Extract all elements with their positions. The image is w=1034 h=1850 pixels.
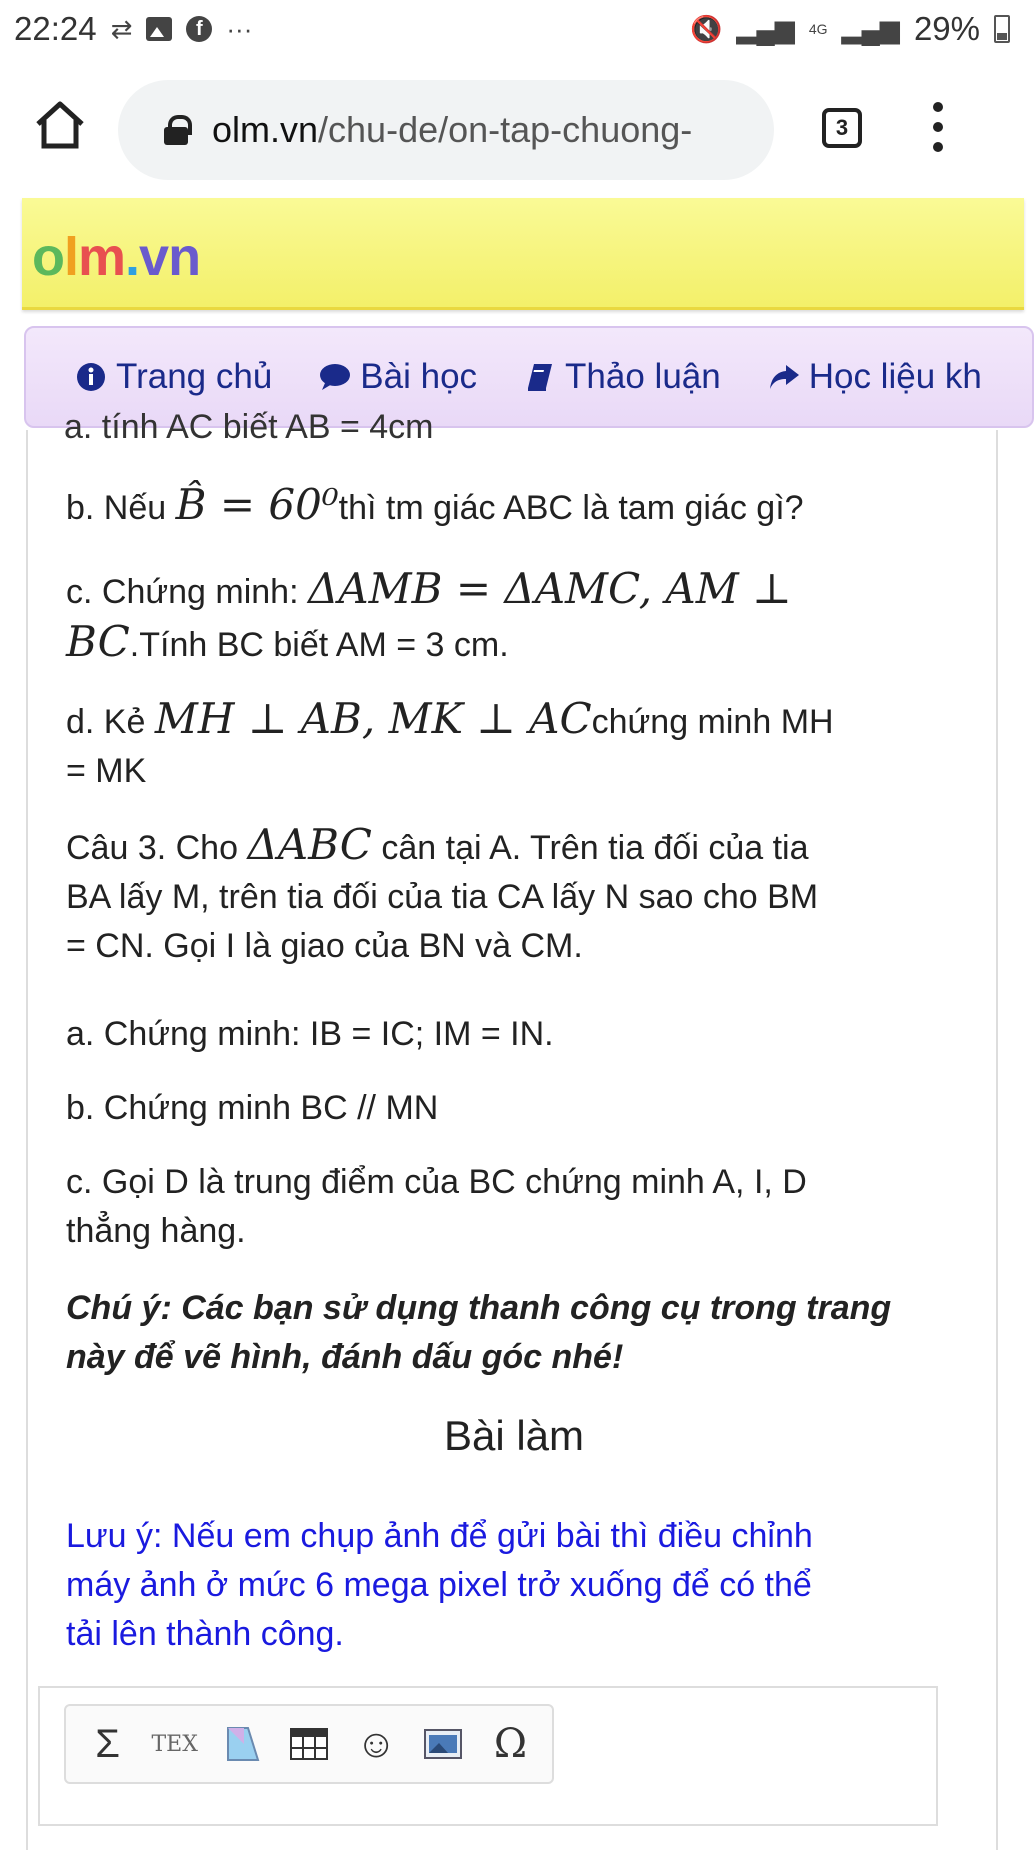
chat-bubble-icon [320,362,350,392]
site-header [22,198,1024,310]
logo-letter: o [32,227,64,287]
nav-label: Bài học [360,357,478,396]
dot-icon [933,142,943,152]
question-2b [66,480,966,533]
browser-menu-button[interactable] [930,102,946,152]
emoji-button[interactable] [350,1718,402,1770]
dot-icon [933,102,943,112]
nav-label: Trang chủ [116,357,273,396]
tex-icon: TEX [151,1731,198,1757]
text: cân tại A. Trên tia đối của tia [371,829,809,867]
web-page [0,198,1024,1820]
facebook-icon: f [186,16,212,42]
gallery-icon [146,17,172,41]
signal-icon-2: ▂▄▆ [841,13,900,44]
home-button[interactable] [34,100,86,150]
logo-letter: m [78,227,126,287]
text: d. Kẻ [66,703,155,741]
omega-icon: Ω [493,1721,527,1767]
url-domain: olm.vn [212,109,319,150]
text: BA lấy M, trên tia đối của tia CA lấy N sao cho BM [66,878,819,916]
editor-toolbar [64,1704,554,1784]
logo-letter: . [125,227,140,287]
text: Lưu ý: Nếu em chụp ảnh để gửi bài thì điều chỉnh [66,1517,813,1555]
table-icon [290,1728,328,1760]
text: c. Chứng minh: [66,573,308,611]
text: Chú ý: Các bạn sử dụng thanh công cụ trong trang [66,1289,892,1327]
logo-letter: l [64,227,79,287]
status-time: 22:24 [14,10,97,47]
text: b. Nếu [66,489,176,527]
question-3 [66,820,966,971]
dot-icon [933,122,943,132]
tab-switcher-button[interactable]: 3 [822,108,862,148]
info-circle-icon [76,362,106,392]
url-bar[interactable] [118,80,774,180]
answer-heading: Bài làm [443,1412,585,1459]
text: thì tm giác ABC là tam giác gì? [338,489,804,527]
emoji-icon: ☺ [355,1721,397,1766]
image-button[interactable] [417,1718,469,1770]
nav-item-lessons[interactable] [320,357,477,397]
image-icon [424,1729,462,1759]
text: máy ảnh ở mức 6 mega pixel trở xuống để có thể [66,1566,812,1604]
signal-icon: ▂▄▆ [736,13,795,44]
book-icon [525,362,555,392]
nav-item-home[interactable] [76,357,272,397]
question-3c [66,1158,966,1256]
text: thẳng hàng. [66,1212,246,1250]
text: chứng minh MH [591,703,834,741]
math-expression: BC [66,617,130,666]
sigma-button[interactable] [82,1718,134,1770]
lock-icon [164,115,188,145]
site-logo[interactable] [32,226,200,288]
math-expression: MH ⊥ AB, MK ⊥ AC [154,694,592,743]
math-expression: B̂ = 60⁰ [175,480,339,529]
share-arrow-icon [769,362,799,392]
text: = MK [66,752,147,790]
nav-label: Học liệu kh [808,357,982,396]
sigma-icon: Σ [95,1721,120,1766]
more-notifications-icon: ··· [226,13,253,44]
drawing-note [66,1284,966,1382]
math-expression: ΔAMB = ΔAMC, AM ⊥ [307,564,792,613]
geometry-draw-button[interactable] [216,1718,268,1770]
text: = CN. Gọi I là giao của BN và CM. [66,927,583,965]
question-2c [66,564,966,670]
text: c. Gọi D là trung điểm của BC chứng minh A, I, D [66,1163,807,1201]
battery-percent: 29% [913,10,980,47]
omega-button[interactable] [484,1718,536,1770]
text: .Tính BC biết AM = 3 cm. [129,626,509,664]
mute-icon: 🔇 [690,13,723,44]
upload-note [66,1512,966,1659]
sync-icon: ⇄ [110,13,133,44]
home-icon [34,100,86,150]
battery-icon [994,15,1010,43]
text: tải lên thành công. [66,1615,344,1653]
text: Câu 3. Cho [66,829,248,867]
question-3b: b. Chứng minh BC // MN [66,1089,439,1127]
logo-letter: vn [139,227,201,287]
status-bar [0,0,1024,58]
url-text [212,109,692,151]
tex-button[interactable] [149,1718,201,1770]
question-3a: a. Chứng minh: IB = IC; IM = IN. [66,1015,554,1053]
partial-line: a. tính AC biết AB = 4cm [64,408,434,446]
nav-item-discussion[interactable] [525,357,721,397]
text: này để vẽ hình, đánh dấu góc nhé! [66,1338,624,1376]
network-type: 4G [808,21,828,37]
question-content [26,408,998,1850]
browser-toolbar [0,70,1024,190]
geometry-draw-icon [222,1724,262,1764]
table-button[interactable] [283,1718,335,1770]
status-right [690,10,1010,48]
url-path: /chu-de/on-tap-chuong- [318,109,693,150]
question-2d [66,694,966,796]
nav-item-materials[interactable] [769,357,982,397]
answer-editor[interactable] [38,1686,938,1826]
status-left [14,10,252,48]
math-expression: ΔABC [247,820,372,869]
nav-label: Thảo luận [565,357,721,396]
